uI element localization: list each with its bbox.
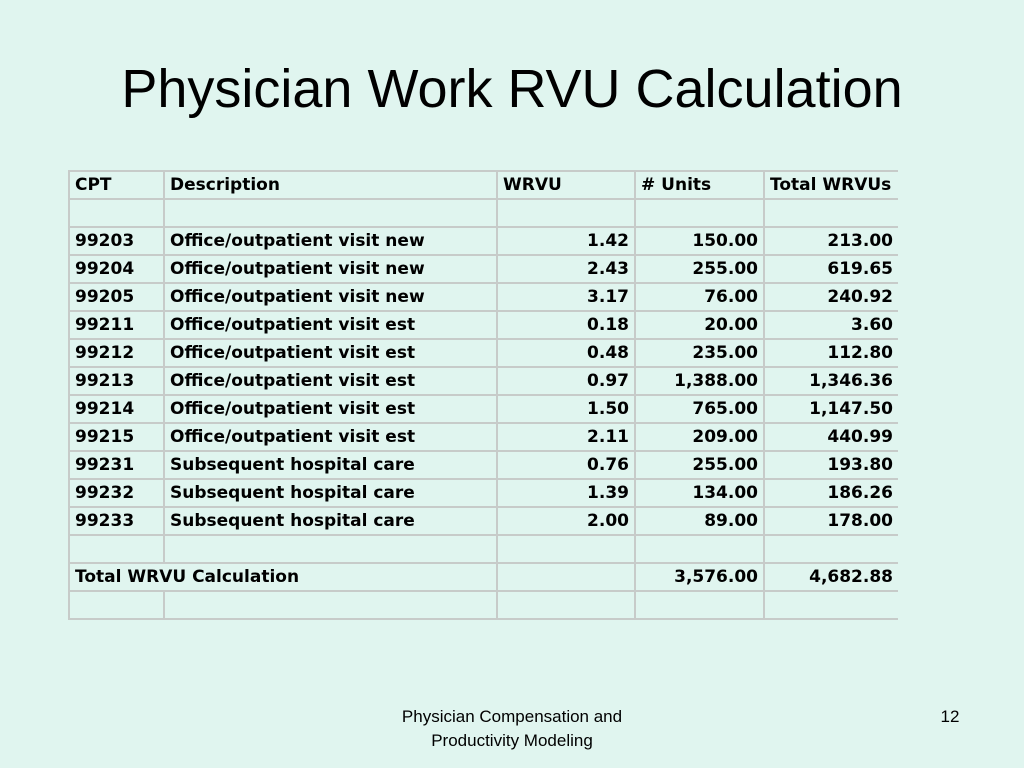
- cell-cpt: 99205: [69, 283, 164, 311]
- cell-cpt: 99232: [69, 479, 164, 507]
- cell-description: Subsequent hospital care: [164, 507, 497, 535]
- cell-wrvu: 0.76: [497, 451, 635, 479]
- cell-description: Subsequent hospital care: [164, 451, 497, 479]
- table-row: [69, 367, 898, 395]
- cell-description: Office/outpatient visit new: [164, 255, 497, 283]
- cell-units: 1,388.00: [635, 367, 764, 395]
- cell-description: Office/outpatient visit est: [164, 311, 497, 339]
- cell-total-wrvus: 112.80: [764, 339, 898, 367]
- table-row: [69, 507, 898, 535]
- cell-wrvu: 1.39: [497, 479, 635, 507]
- empty-row: [69, 591, 898, 619]
- empty-row: [69, 199, 898, 227]
- cell-cpt: 99204: [69, 255, 164, 283]
- cell-description: Office/outpatient visit new: [164, 283, 497, 311]
- cell-units: 89.00: [635, 507, 764, 535]
- table-row: [69, 423, 898, 451]
- cell-wrvu: 2.00: [497, 507, 635, 535]
- cell-description: Office/outpatient visit est: [164, 339, 497, 367]
- cell-total-wrvus: 213.00: [764, 227, 898, 255]
- table-row: [69, 311, 898, 339]
- total-wrvus: 4,682.88: [764, 563, 898, 591]
- cell-units: 20.00: [635, 311, 764, 339]
- cell-description: Office/outpatient visit est: [164, 395, 497, 423]
- table-row: [69, 451, 898, 479]
- slide-title: Physician Work RVU Calculation: [121, 59, 903, 119]
- cell-total-wrvus: 186.26: [764, 479, 898, 507]
- empty-row: [69, 535, 898, 563]
- cell-description: Office/outpatient visit new: [164, 227, 497, 255]
- cell-units: 765.00: [635, 395, 764, 423]
- total-units: 3,576.00: [635, 563, 764, 591]
- header-units: # Units: [635, 171, 764, 199]
- cell-wrvu: 1.42: [497, 227, 635, 255]
- cell-units: 255.00: [635, 255, 764, 283]
- cell-cpt: 99215: [69, 423, 164, 451]
- table-row: [69, 283, 898, 311]
- cell-total-wrvus: 178.00: [764, 507, 898, 535]
- total-wrvu-empty: [497, 563, 635, 591]
- cell-total-wrvus: 1,346.36: [764, 367, 898, 395]
- table-row: [69, 395, 898, 423]
- cell-wrvu: 0.18: [497, 311, 635, 339]
- wrvu-table-container: [68, 170, 898, 620]
- cell-units: 209.00: [635, 423, 764, 451]
- footer-line-1: Physician Compensation and: [401, 707, 623, 726]
- table-header-row: [69, 171, 898, 199]
- cell-description: Subsequent hospital care: [164, 479, 497, 507]
- cell-cpt: 99233: [69, 507, 164, 535]
- cell-units: 150.00: [635, 227, 764, 255]
- cell-wrvu: 0.48: [497, 339, 635, 367]
- cell-total-wrvus: 619.65: [764, 255, 898, 283]
- header-cpt: CPT: [69, 171, 164, 199]
- cell-units: 76.00: [635, 283, 764, 311]
- total-label: Total WRVU Calculation: [69, 563, 497, 591]
- cell-cpt: 99203: [69, 227, 164, 255]
- table-row: [69, 255, 898, 283]
- cell-units: 235.00: [635, 339, 764, 367]
- table-row: [69, 479, 898, 507]
- wrvu-table: [68, 170, 898, 620]
- header-total-wrvus: Total WRVUs: [764, 171, 898, 199]
- cell-wrvu: 2.43: [497, 255, 635, 283]
- cell-cpt: 99211: [69, 311, 164, 339]
- table-row: [69, 339, 898, 367]
- cell-cpt: 99212: [69, 339, 164, 367]
- cell-wrvu: 3.17: [497, 283, 635, 311]
- cell-total-wrvus: 193.80: [764, 451, 898, 479]
- total-row: [69, 563, 898, 591]
- cell-total-wrvus: 1,147.50: [764, 395, 898, 423]
- cell-total-wrvus: 240.92: [764, 283, 898, 311]
- cell-units: 134.00: [635, 479, 764, 507]
- cell-description: Office/outpatient visit est: [164, 423, 497, 451]
- cell-cpt: 99213: [69, 367, 164, 395]
- cell-cpt: 99231: [69, 451, 164, 479]
- cell-wrvu: 1.50: [497, 395, 635, 423]
- cell-total-wrvus: 440.99: [764, 423, 898, 451]
- page-number: 12: [940, 707, 960, 726]
- cell-cpt: 99214: [69, 395, 164, 423]
- cell-wrvu: 2.11: [497, 423, 635, 451]
- cell-description: Office/outpatient visit est: [164, 367, 497, 395]
- cell-total-wrvus: 3.60: [764, 311, 898, 339]
- table-row: [69, 227, 898, 255]
- header-wrvu: WRVU: [497, 171, 635, 199]
- footer-text: [352, 705, 672, 753]
- cell-units: 255.00: [635, 451, 764, 479]
- header-description: Description: [164, 171, 497, 199]
- cell-wrvu: 0.97: [497, 367, 635, 395]
- footer-line-2: Productivity Modeling: [431, 731, 593, 750]
